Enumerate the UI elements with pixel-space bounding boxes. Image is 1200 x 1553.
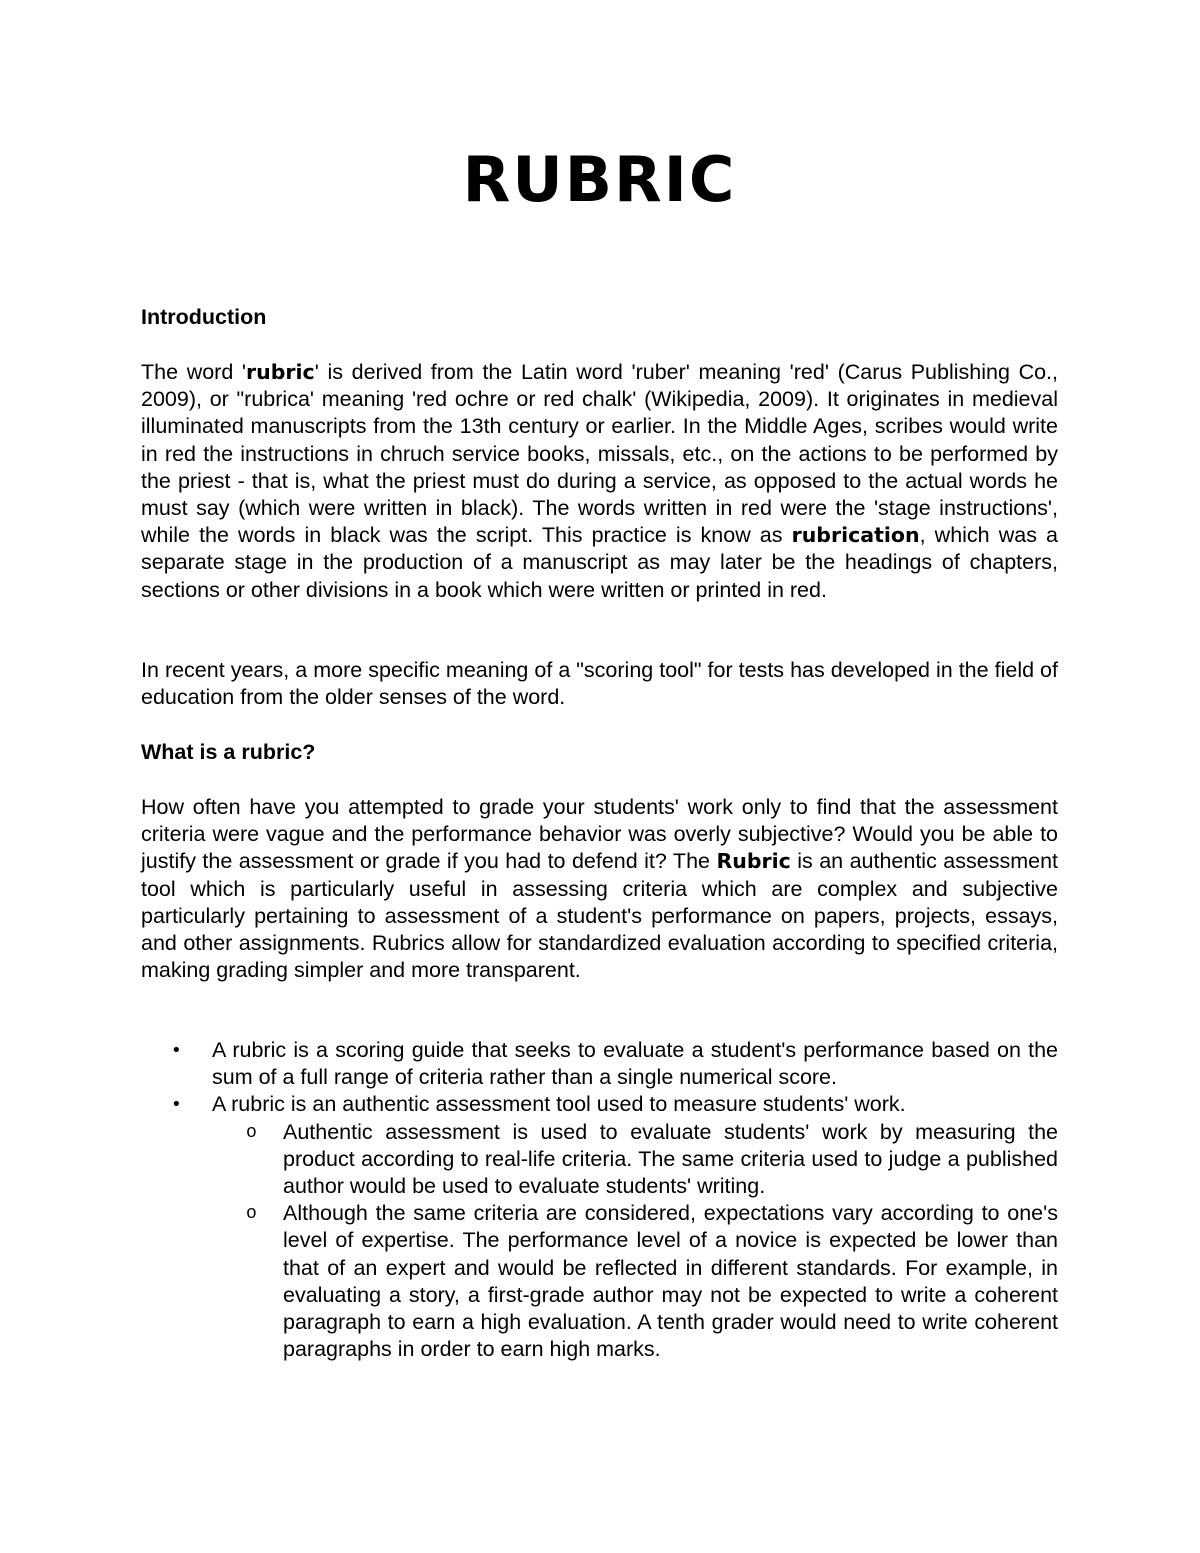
rubric-bullet-list bbox=[141, 1037, 1058, 1363]
bold-term-rubrication: rubrication bbox=[791, 523, 920, 548]
what-is-a-rubric-heading: What is a rubric? bbox=[141, 740, 316, 764]
text-run: is an authentic assessment tool which is particularly useful in assessing criteria which are complex and subjective particularly pertaining to assessment of a student's performance on papers, projects, essays, and other assignments. Rubrics allow for standardized evaluation according to specified criteria, making grading simpler and more transparent. bbox=[141, 849, 1059, 983]
document-title: RUBRIC bbox=[462, 143, 737, 216]
sub-bullet-icon: o bbox=[246, 1204, 257, 1225]
bold-term-rubric-2: Rubric bbox=[716, 849, 791, 874]
text-run: The word ' bbox=[141, 360, 247, 384]
bold-term-rubric: rubric bbox=[246, 360, 315, 384]
sub-list-item bbox=[141, 1200, 1058, 1363]
bullet-icon: • bbox=[171, 1094, 182, 1116]
list-item-text: A rubric is a scoring guide that seeks to evaluate a student's performance based on the sum of a full range of criteria rather than a single numerical score. bbox=[212, 1038, 1058, 1090]
sub-list-item-text: Although the same criteria are considered, expectations vary according to one's level of expertise. The performance level of a novice is expected be lower than that of an expert and would be reflected in different standards. For example, in evaluating a story, a first-grade author may not be expected to write a coherent paragraph to earn a high evaluation. A tenth grader would need to write coherent paragraphs in order to earn high marks. bbox=[283, 1201, 1058, 1362]
text-run: How often have you attempted to grade your students' work only to find that the assessment criteria were vague and the performance behavior was overly subjective? Would you be able to justify the assessment or grade if you had to defend it? The bbox=[141, 795, 1058, 874]
sub-list-item-text: Authentic assessment is used to evaluate students' work by measuring the product according to real-life criteria. The same criteria used to judge a published author would be used to evaluate students' writing. bbox=[283, 1119, 1058, 1199]
what-is-a-rubric-paragraph bbox=[141, 794, 1058, 984]
introduction-paragraph-2: In recent years, a more specific meaning of a "scoring tool" for tests has developed in the field of education from the older senses of the word. bbox=[141, 658, 1058, 710]
introduction-heading: Introduction bbox=[141, 305, 267, 329]
list-item-text: A rubric is an authentic assessment tool used to measure students' work. bbox=[212, 1092, 906, 1117]
introduction-paragraph-1 bbox=[141, 359, 1058, 604]
list-item bbox=[141, 1037, 1058, 1091]
text-run: , which was a separate stage in the production of a manuscript as may later be the headings of chapters, sections or other divisions in a book which were written or printed in red. bbox=[141, 523, 1058, 602]
sub-list-item bbox=[141, 1119, 1058, 1201]
bullet-icon: • bbox=[171, 1040, 182, 1061]
list-item bbox=[141, 1091, 1058, 1118]
sub-bullet-icon: o bbox=[246, 1122, 257, 1143]
text-run: ' is derived from the Latin word 'ruber' meaning 'red' (Carus Publishing Co., 2009), or "rubrica' meaning 'red ochre or red chalk' (Wikipedia, 2009). It originates in medieval illuminated manuscripts from the 13th century or earlier. In the Middle Ages, scribes would write in red the instructions in chruch service books, missals, etc., on the actions to be performed by the priest - that is, what the priest must do during a service, as opposed to the actual words he must say (which were written in black). The words written in red were the 'stage instructions', while the words in black was the script. This practice is know as bbox=[141, 360, 1058, 548]
